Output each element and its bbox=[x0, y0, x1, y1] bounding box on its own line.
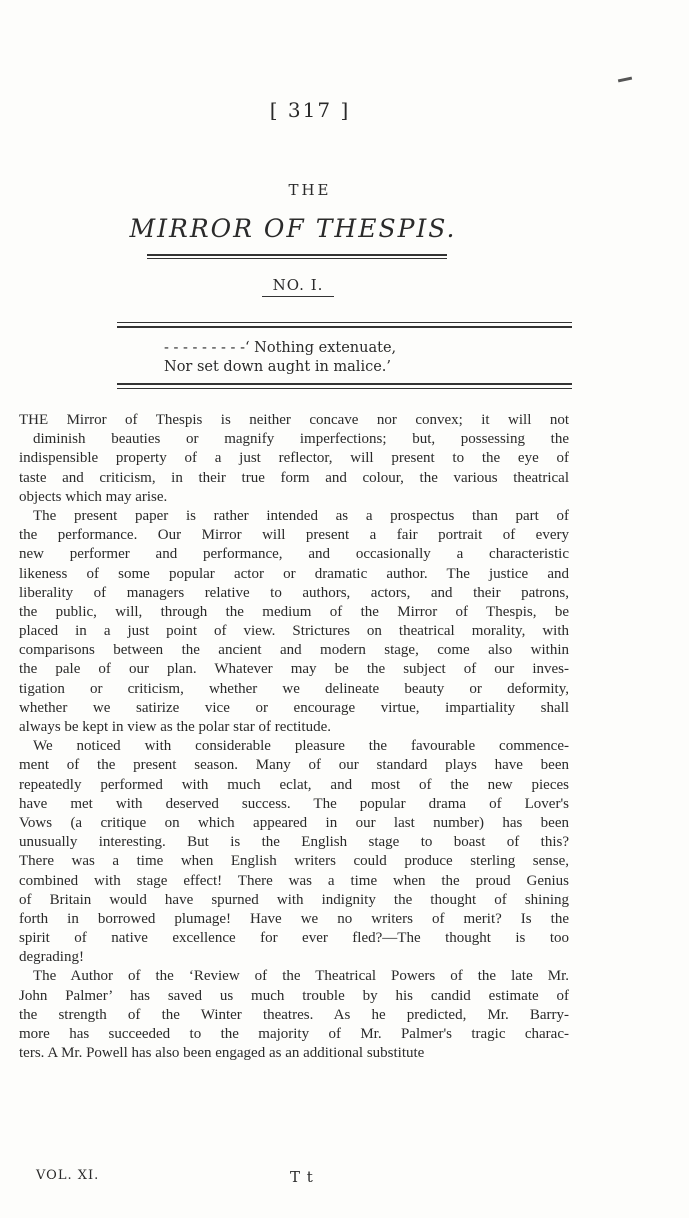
body-line: the performance. Our Mirror will present a fair portrait of every bbox=[19, 527, 569, 544]
body-line: liberality of managers relative to authors, actors, and their patrons, bbox=[19, 584, 569, 601]
body-line: John Palmer’ has saved us much trouble by his candid estimate of bbox=[19, 987, 569, 1004]
body-line: indispensible property of a just reflector, will present to the eye of bbox=[19, 450, 569, 467]
body-line: new performer and performance, and occasionally a characteristic bbox=[19, 546, 569, 563]
body-line: forth in borrowed plumage! Have we no writers of merit? Is the bbox=[19, 910, 569, 927]
epigraph bbox=[164, 339, 396, 377]
body-line: likeness of some popular actor or dramatic author. The justice and bbox=[19, 565, 569, 582]
epigraph-rule-bottom-2 bbox=[117, 388, 572, 389]
body-line: more has succeeded to the majority of Mr. Palmer's tragic charac- bbox=[19, 1026, 569, 1042]
body-line: We noticed with considerable pleasure the favourable commence- bbox=[33, 738, 569, 755]
body-line: have met with deserved success. The popular drama of Lover's bbox=[19, 795, 569, 812]
body-line: diminish beauties or magnify imperfections; but, possessing the bbox=[33, 431, 569, 448]
epigraph-rule-top-1 bbox=[117, 322, 572, 323]
body-line: THE Mirror of Thespis is neither concave nor convex; it will not bbox=[19, 412, 569, 428]
body-line: comparisons between the ancient and modern stage, come also within bbox=[19, 642, 569, 659]
body-line: repeatedly performed with much eclat, and most of the new pieces bbox=[19, 776, 569, 793]
body-line: tigation or criticism, whether we delineate beauty or deformity, bbox=[19, 680, 569, 697]
title-rule-thin bbox=[147, 258, 447, 259]
epigraph-line-1: - - - - - - - - -‘ Nothing extenuate, bbox=[164, 340, 397, 356]
body-line: taste and criticism, in their true form and colour, the various theatrical bbox=[19, 469, 569, 486]
title-rule-thick bbox=[147, 254, 447, 256]
body-line: degrading! bbox=[19, 949, 84, 966]
body-line: The present paper is rather intended as a prospectus than part of bbox=[33, 507, 569, 524]
footer-volume: VOL. XI. bbox=[36, 1168, 100, 1183]
body-line: the public, will, through the medium of the Mirror of Thespis, be bbox=[19, 603, 569, 620]
body-line: ment of the present season. Many of our standard plays have been bbox=[19, 757, 569, 774]
body-line: combined with stage effect! There was a time when the proud Genius bbox=[19, 872, 569, 889]
article-body bbox=[19, 411, 569, 1063]
page-number: [ 317 ] bbox=[269, 98, 351, 122]
body-line: unusually interesting. But is the English stage to boast of this? bbox=[19, 834, 569, 851]
body-line: Vows (a critique on which appeared in our last number) has been bbox=[19, 814, 569, 831]
body-line: the strength of the Winter theatres. As he predicted, Mr. Barry- bbox=[19, 1006, 569, 1023]
epigraph-rule-bottom-1 bbox=[117, 383, 572, 385]
body-line: the pale of our plan. Whatever may be the subject of our inves- bbox=[19, 661, 569, 678]
body-line: placed in a just point of view. Strictures on theatrical morality, with bbox=[19, 623, 569, 640]
body-line: ters. A Mr. Powell has also been engaged as an additional substitute bbox=[19, 1045, 425, 1062]
pre-title: THE bbox=[288, 181, 332, 199]
body-line: objects which may arise. bbox=[19, 488, 168, 505]
body-line: always be kept in view as the polar star of rectitude. bbox=[19, 719, 331, 735]
body-line: The Author of the ‘Review of the Theatrical Powers of the late Mr. bbox=[33, 968, 569, 985]
body-line: of Britain would have spurned with indignity the thought of shining bbox=[19, 891, 569, 908]
body-line: spirit of native excellence for ever fled?—The thought is too bbox=[19, 930, 569, 947]
issue-number: NO. I. bbox=[272, 276, 324, 294]
epigraph-rule-top-2 bbox=[117, 326, 572, 328]
issue-underline bbox=[262, 296, 334, 297]
footer-signature: T t bbox=[290, 1168, 314, 1186]
page-title: MIRROR OF THESPIS. bbox=[129, 214, 457, 243]
ink-mark bbox=[618, 77, 632, 83]
body-line: whether we satirize vice or encourage virtue, impartiality shall bbox=[19, 699, 569, 716]
epigraph-line-2: Nor set down aught in malice.’ bbox=[164, 359, 392, 375]
body-line: There was a time when English writers could produce sterling sense, bbox=[19, 853, 569, 870]
